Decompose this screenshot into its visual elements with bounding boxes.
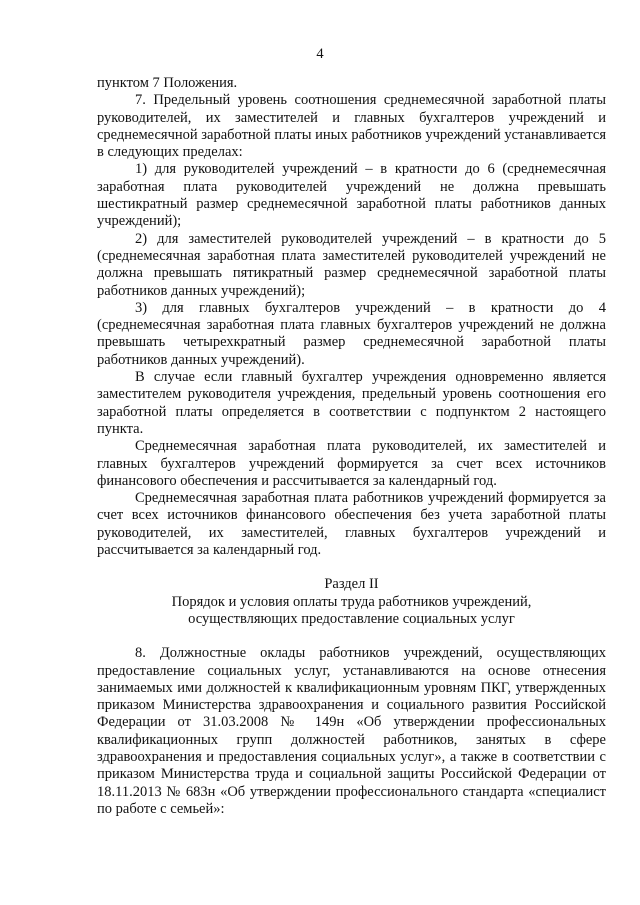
paragraph-continuation: пунктом 7 Положения. — [97, 75, 238, 91]
paragraph-chief-accountant-case: В случае если главный бухгалтер учреждения одновременно является заместителем руководителя учреждения, предельный уровень соотношения его заработной платы определяется в соответствии с подпунктом 2 настоящего пункта. — [97, 369, 606, 437]
paragraph-subitem-2: 2) для заместителей руководителей учреждений – в кратности до 5 (среднемесячная заработная плата заместителей руководителей учреждений не должна превышать пятикратный размер среднемесячной заработной платы работников данных учреждений); — [97, 230, 606, 299]
paragraph-employee-salary: Среднемесячная заработная плата работников учреждений формируется за счет всех источников финансового обеспечения без учета заработной платы руководителей, их заместителей, главных бухгалтеров учреждений и рассчитывается за календарный год. — [97, 490, 606, 559]
paragraph-item-7: 7. Предельный уровень соотношения среднемесячной заработной платы руководителей, их заместителей и главных бухгалтеров учреждений и среднемесячной заработной платы иных работников учреждений устанавливается в следующих пределах: — [97, 92, 606, 161]
page-number: 4 — [316, 46, 324, 62]
document-body — [97, 75, 606, 818]
paragraph-subitem-1: 1) для руководителей учреждений – в кратности до 6 (среднемесячная заработная плата руководителей учреждений не должна превышать шестикратный размер среднемесячной заработной платы работников данных учреждений); — [97, 161, 606, 230]
section-number: Раздел II — [324, 576, 379, 593]
paragraph-item-8: 8. Должностные оклады работников учреждений, осуществляющих предоставление социальных услуг, устанавливаются на основе отнесения занимаемых ими должностей к квалификационным уровням ПКГ, утвержденных приказом Министерства здравоохранения и социального развития Российской Федерации от 31.03.2008 № 149н «Об утверждении профессиональных квалификационных групп должностей работников, занятых в сфере здравоохранения и предоставления социальных услуг», а также в соответствии с приказом Министерства труда и социальной защиты Российской Федерации от 18.11.2013 № 683н «Об утверждении профессионального стандарта «специалист по работе с семьей»: — [97, 645, 606, 817]
paragraph-subitem-3: 3) для главных бухгалтеров учреждений – в кратности до 4 (среднемесячная заработная плата главных бухгалтеров учреждений не должна превышать четырехкратный размер среднемесячной заработной платы работников данных учреждений). — [97, 299, 606, 368]
paragraph-management-salary: Среднемесячная заработная плата руководителей, их заместителей и главных бухгалтеров учреждений формируется за счет всех источников финансового обеспечения и рассчитывается за календарный год. — [97, 438, 606, 489]
section-title-line-2: осуществляющих предоставление социальных услуг — [188, 610, 515, 627]
spacer — [97, 559, 606, 576]
spacer — [97, 628, 606, 645]
section-title-line-1: Порядок и условия оплаты труда работников учреждений, — [171, 593, 532, 610]
